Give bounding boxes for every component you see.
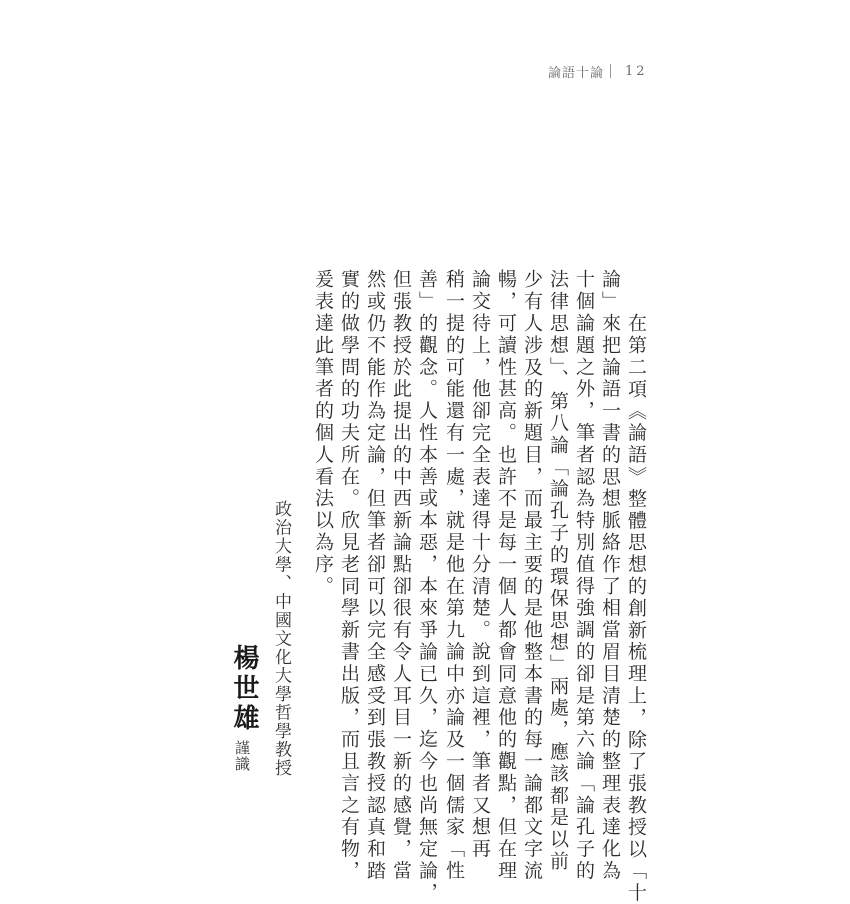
- author-affiliation: 政治大學、中國文化大學哲學教授: [271, 500, 291, 778]
- text-column-7: 論交待上，他卻完全表達得十分清楚。說到這裡，筆者又想再: [469, 269, 491, 861]
- author-name: 楊世雄: [229, 644, 259, 734]
- text-column-4: 法律思想」、第八論「論孔子的環保思想」兩處，應該都是以前: [547, 269, 569, 873]
- text-column-1: 在第二項《論語》整體思想的創新梳理上，除了張教授以「十: [625, 313, 647, 904]
- text-column-8: 稍一提的可能還有一處，就是他在第九論中亦論及一個儒家「性: [443, 269, 465, 883]
- text-column-6: 暢，可讀性甚高。也許不是每一個人都會同意他的觀點，但在理: [495, 269, 517, 883]
- text-column-2: 論」來把論語一書的思想脈絡作了相當眉目清楚的整理表達化為: [599, 269, 621, 883]
- text-column-13: 爰表達此筆者的個人看法以為序。: [312, 269, 334, 598]
- running-header: [548, 61, 648, 81]
- text-column-12: 實的做學問的功夫所在。欣見老同學新書出版，而且言之有物，: [338, 269, 360, 883]
- text-column-5: 少有人涉及的新題目，而最主要的是他整本書的每一論都文字流: [521, 269, 543, 883]
- text-column-10: 但張教授於此提出的中西新論點卻很有令人耳目一新的感覺，當: [390, 269, 412, 883]
- page-number: 12: [625, 63, 648, 79]
- text-column-11: 然或仍不能作為定論，但筆者卻可以完全感受到張教授認真和踏: [364, 269, 386, 883]
- text-column-9: 善」的觀念。人性本善或本惡，本來爭論已久，迄今也尚無定論，: [416, 269, 438, 904]
- header-divider: [610, 64, 611, 78]
- book-title: 論語十論: [548, 65, 605, 81]
- text-column-3: 十個論題之外，筆者認為特別值得強調的卻是第六論「論孔子的: [573, 269, 595, 883]
- signature-suffix: 謹識: [233, 740, 251, 772]
